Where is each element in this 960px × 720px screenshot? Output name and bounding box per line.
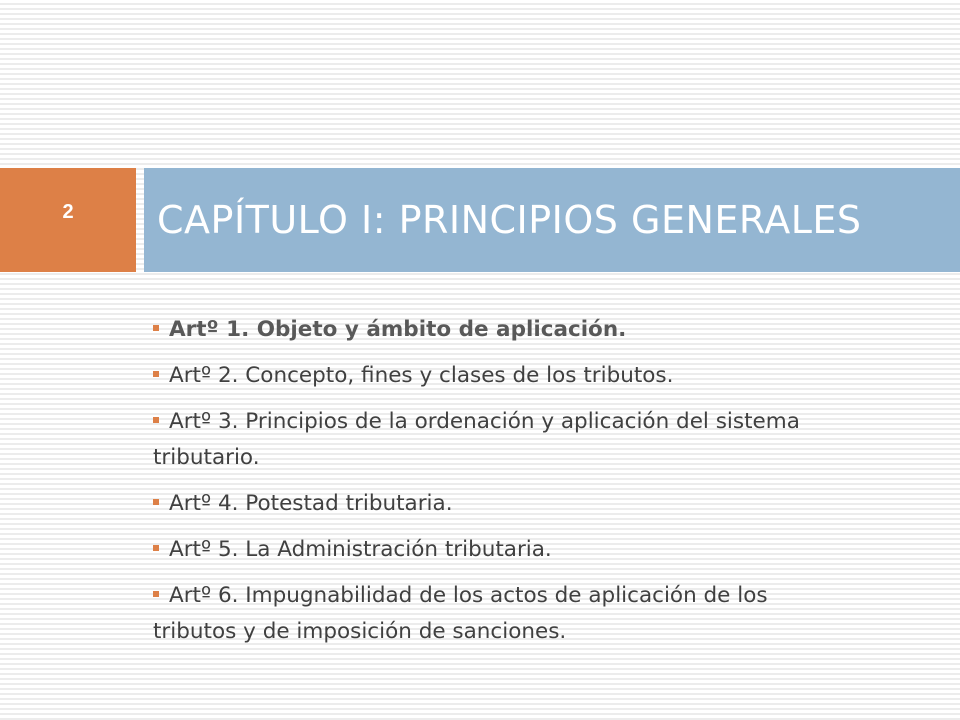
bullet-item [153,578,853,650]
bullet-text: Artº 6. Impugnabilidad de los actos de aplicación de los tributos y de imposición de sanciones. [153,583,768,644]
bullet-list [153,312,853,660]
bullet-item [153,358,853,394]
bullet-item [153,404,853,476]
bullet-square-icon [153,417,159,423]
slide-number: 2 [62,200,74,223]
bullet-text: Artº 3. Principios de la ordenación y aplicación del sistema tributario. [153,409,800,470]
bullet-text: Artº 1. Objeto y ámbito de aplicación. [169,317,627,342]
bullet-item [153,532,853,568]
title-bar [144,168,960,272]
bullet-square-icon [153,371,159,377]
bullet-item [153,486,853,522]
bullet-square-icon [153,325,159,331]
slide-title: CAPÍTULO I: PRINCIPIOS GENERALES [157,198,862,242]
bullet-square-icon [153,591,159,597]
bullet-text: Artº 2. Concepto, fines y clases de los tributos. [169,363,674,388]
bullet-text: Artº 5. La Administración tributaria. [169,537,552,562]
bullet-square-icon [153,499,159,505]
bullet-square-icon [153,545,159,551]
slide-number-box [0,168,136,272]
bullet-text: Artº 4. Potestad tributaria. [169,491,453,516]
bullet-item [153,312,853,348]
